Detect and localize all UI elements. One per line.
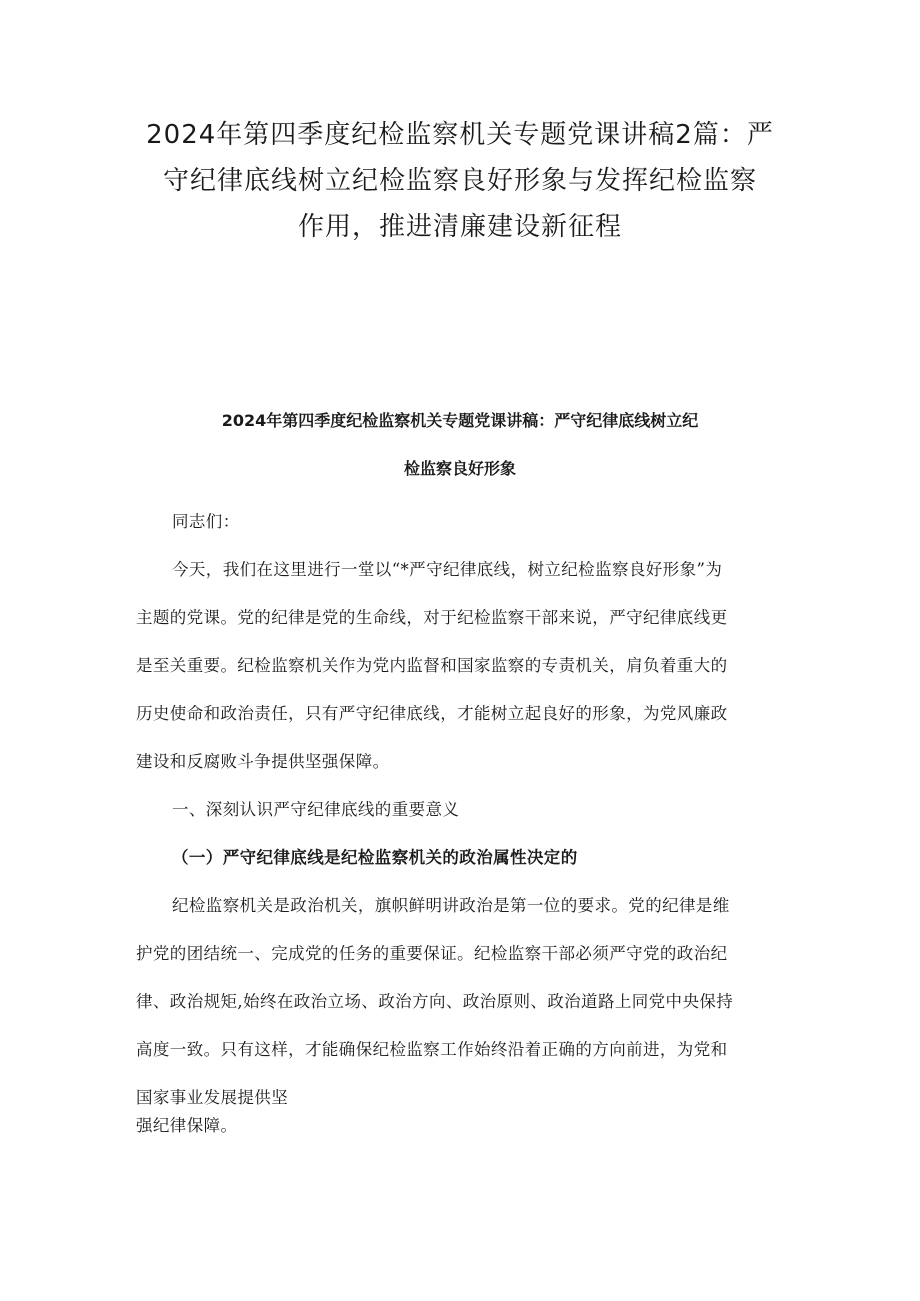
paragraph-2-line: 护党的团结统一、完成党的任务的重要保证。纪检监察干部必须严守党的政治纪 [136, 944, 728, 963]
title-line-3: 作用，推进清廉建设新征程 [297, 212, 622, 242]
heading-2: （一）严守纪律底线是纪检监察机关的政治属性决定的 [172, 848, 578, 867]
greeting: 同志们： [172, 512, 240, 531]
paragraph-1-line: 是至关重要。纪检监察机关作为党内监督和国家监察的专责机关，肩负着重大的 [136, 656, 728, 675]
paragraph-1-line: 今天，我们在这里进行一堂以“*严守纪律底线，树立纪检监察良好形象”为 [172, 560, 723, 579]
paragraph-1-line: 主题的党课。党的纪律是党的生命线，对于纪检监察干部来说，严守纪律底线更 [136, 608, 728, 627]
paragraph-2-line: 强纪律保障。 [136, 1116, 238, 1135]
document-title [120, 112, 800, 250]
title-line-1: 2024年第四季度纪检监察机关专题党课讲稿2篇：严 [146, 120, 774, 150]
paragraph-2-line: 纪检监察机关是政治机关，旗帜鲜明讲政治是第一位的要求。党的纪律是维 [172, 896, 730, 915]
paragraph-2-line: 国家事业发展提供坚 [136, 1088, 289, 1107]
paragraph-2-line: 律、政治规矩,始终在政治立场、政治方向、政治原则、政治道路上同党中央保持 [136, 992, 734, 1011]
section-title-line-2: 检监察良好形象 [403, 459, 516, 478]
paragraph-1-line: 历史使命和政治责任，只有严守纪律底线，才能树立起良好的形象，为党风廉政 [136, 704, 728, 723]
heading-1: 一、深刻认识严守纪律底线的重要意义 [172, 800, 460, 819]
title-line-2: 守纪律底线树立纪检监察良好形象与发挥纪检监察 [162, 166, 757, 196]
section-title-line-1: 2024年第四季度纪检监察机关专题党课讲稿：严守纪律底线树立纪 [221, 411, 699, 430]
paragraph-1-line: 建设和反腐败斗争提供坚强保障。 [136, 752, 390, 771]
paragraph-2-line: 高度一致。只有这样，才能确保纪检监察工作始终沿着正确的方向前进，为党和 [136, 1040, 728, 1059]
